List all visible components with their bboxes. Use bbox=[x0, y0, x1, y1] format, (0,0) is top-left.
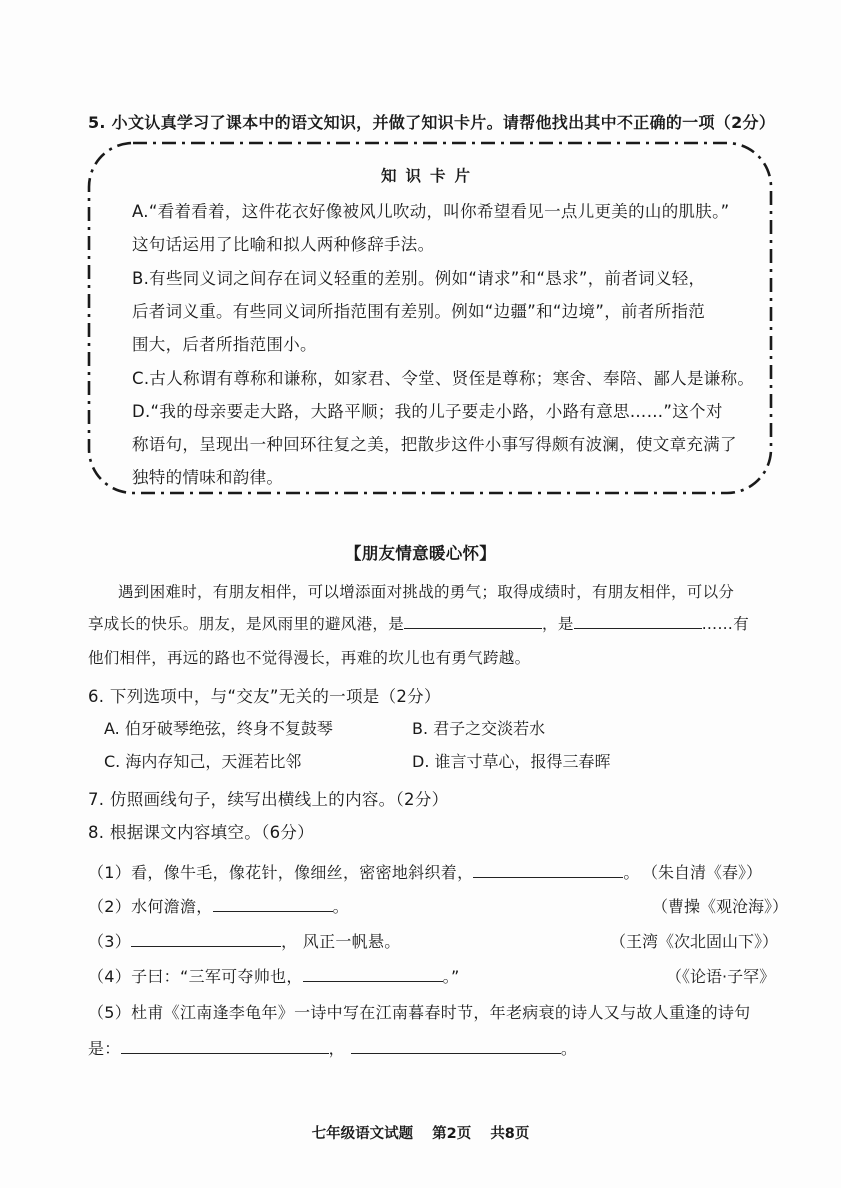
q8-item-5-blank-2[interactable] bbox=[351, 1039, 561, 1054]
question-7-stem: 7. 仿照画线句子，续写出横线上的内容。（2分） bbox=[88, 790, 449, 809]
q8-item-3-text: （3） bbox=[88, 932, 132, 951]
para-line2-sep: ，是 bbox=[542, 615, 574, 633]
question-8-stem: 8. 根据课文内容填空。（6分） bbox=[88, 823, 315, 842]
q6-option-d[interactable]: D. 谁言寸草心，报得三春晖 bbox=[412, 752, 611, 771]
q8-item-4-blank[interactable] bbox=[303, 967, 443, 982]
q8-item-2-text: （2）水何澹澹， bbox=[88, 897, 213, 916]
section-title: 【朋友情意暖心怀】 bbox=[344, 544, 497, 563]
q8-item-2-end: 。 bbox=[332, 897, 349, 916]
card-line-a2: 这句话运用了比喻和拟人两种修辞手法。 bbox=[132, 235, 435, 254]
q8-item-1-text: （1）看，像牛毛，像花针，像细丝，密密地斜织着， bbox=[88, 863, 474, 882]
para-line2-end: ……有 bbox=[701, 615, 750, 633]
card-line-d1: D.“我的母亲要走大路，大路平顺；我的儿子要走小路，小路有意思……”这个对 bbox=[132, 402, 723, 421]
section-para-line2 bbox=[88, 612, 749, 634]
q8-item-2-blank[interactable] bbox=[213, 897, 333, 912]
footer-total: 共8页 bbox=[490, 1126, 530, 1142]
section-para-line1: 遇到困难时，有朋友相伴，可以增添面对挑战的勇气；取得成绩时，有朋友相伴，可以分 bbox=[118, 583, 735, 601]
q6-option-b[interactable]: B. 君子之交淡若水 bbox=[412, 719, 546, 738]
q8-item-3-source: （王湾《次北固山下》） bbox=[610, 932, 779, 951]
q8-item-4-source: （《论语·子罕》 bbox=[666, 967, 776, 986]
q8-item-5-label: 是： bbox=[88, 1039, 121, 1058]
q6-option-c[interactable]: C. 海内存知己，天涯若比邻 bbox=[104, 752, 302, 771]
footer-title: 七年级语文试题 bbox=[311, 1126, 414, 1142]
q8-item-4 bbox=[88, 964, 460, 987]
card-line-d3: 独特的情味和韵律。 bbox=[132, 468, 284, 487]
q8-item-2-source: （曹操《观沧海》） bbox=[652, 897, 789, 916]
section-para-line3: 他们相伴，再远的路也不觉得漫长，再难的坎儿也有勇气跨越。 bbox=[88, 649, 531, 667]
card-title: 知识卡片 bbox=[380, 167, 479, 185]
q6-option-a[interactable]: A. 伯牙破琴绝弦，终身不复鼓琴 bbox=[104, 719, 333, 738]
card-line-c: C.古人称谓有尊称和谦称，如家君、令堂、贤侄是尊称；寒舍、奉陪、鄙人是谦称。 bbox=[132, 369, 755, 388]
q8-item-1-end: 。 bbox=[623, 863, 640, 882]
blank-2[interactable] bbox=[574, 614, 702, 629]
q8-item-1-blank[interactable] bbox=[473, 863, 623, 878]
card-line-b3: 围大，后者所指范围小。 bbox=[132, 335, 317, 354]
card-line-d2: 称语句，呈现出一种回环往复之美，把散步这件小事写得颇有波澜，使文章充满了 bbox=[132, 435, 737, 454]
para-line2-text: 享成长的快乐。朋友，是风雨里的避风港，是 bbox=[88, 615, 405, 633]
footer-page: 第2页 bbox=[432, 1126, 472, 1142]
q8-item-5-end: 。 bbox=[560, 1039, 578, 1058]
blank-1[interactable] bbox=[404, 614, 542, 629]
q8-item-5-sep: ， bbox=[328, 1039, 345, 1058]
question-5-stem: 5. 小文认真学习了课本中的语文知识，并做了知识卡片。请帮他找出其中不正确的一项（2分） bbox=[88, 113, 776, 132]
card-line-b1: B.有些同义词之间存在词义轻重的差别。例如“请求”和“恳求”，前者词义轻， bbox=[132, 269, 706, 288]
q8-item-4-text: （4）子曰：“三军可夺帅也， bbox=[88, 967, 303, 986]
knowledge-card bbox=[86, 140, 774, 496]
q8-item-1-source: （朱自清《春》） bbox=[642, 863, 763, 882]
q8-item-4-end: 。” bbox=[442, 967, 460, 986]
q8-item-3-end: ， 风正一帆悬。 bbox=[281, 932, 401, 951]
q8-item-1 bbox=[88, 860, 640, 883]
page-footer bbox=[0, 1122, 841, 1143]
q8-item-5: （5）杜甫《江南逢李龟年》一诗中写在江南暮春时节，年老病衰的诗人又与故人重逢的诗句 bbox=[88, 1003, 751, 1022]
q8-item-5-answer bbox=[88, 1036, 577, 1059]
question-6-stem: 6. 下列选项中，与“交友”无关的一项是（2分） bbox=[88, 687, 441, 706]
q8-item-2 bbox=[88, 894, 349, 917]
q8-item-3-blank[interactable] bbox=[131, 932, 281, 947]
card-line-a1: A.“看着看着，这件花衣好像被风儿吹动，叫你希望看见一点儿更美的山的肌肤。” bbox=[132, 202, 730, 221]
q8-item-3 bbox=[88, 929, 401, 952]
card-line-b2: 后者词义重。有些同义词所指范围有差别。例如“边疆”和“边境”，前者所指范 bbox=[132, 302, 705, 321]
q8-item-5-blank-1[interactable] bbox=[121, 1039, 329, 1054]
